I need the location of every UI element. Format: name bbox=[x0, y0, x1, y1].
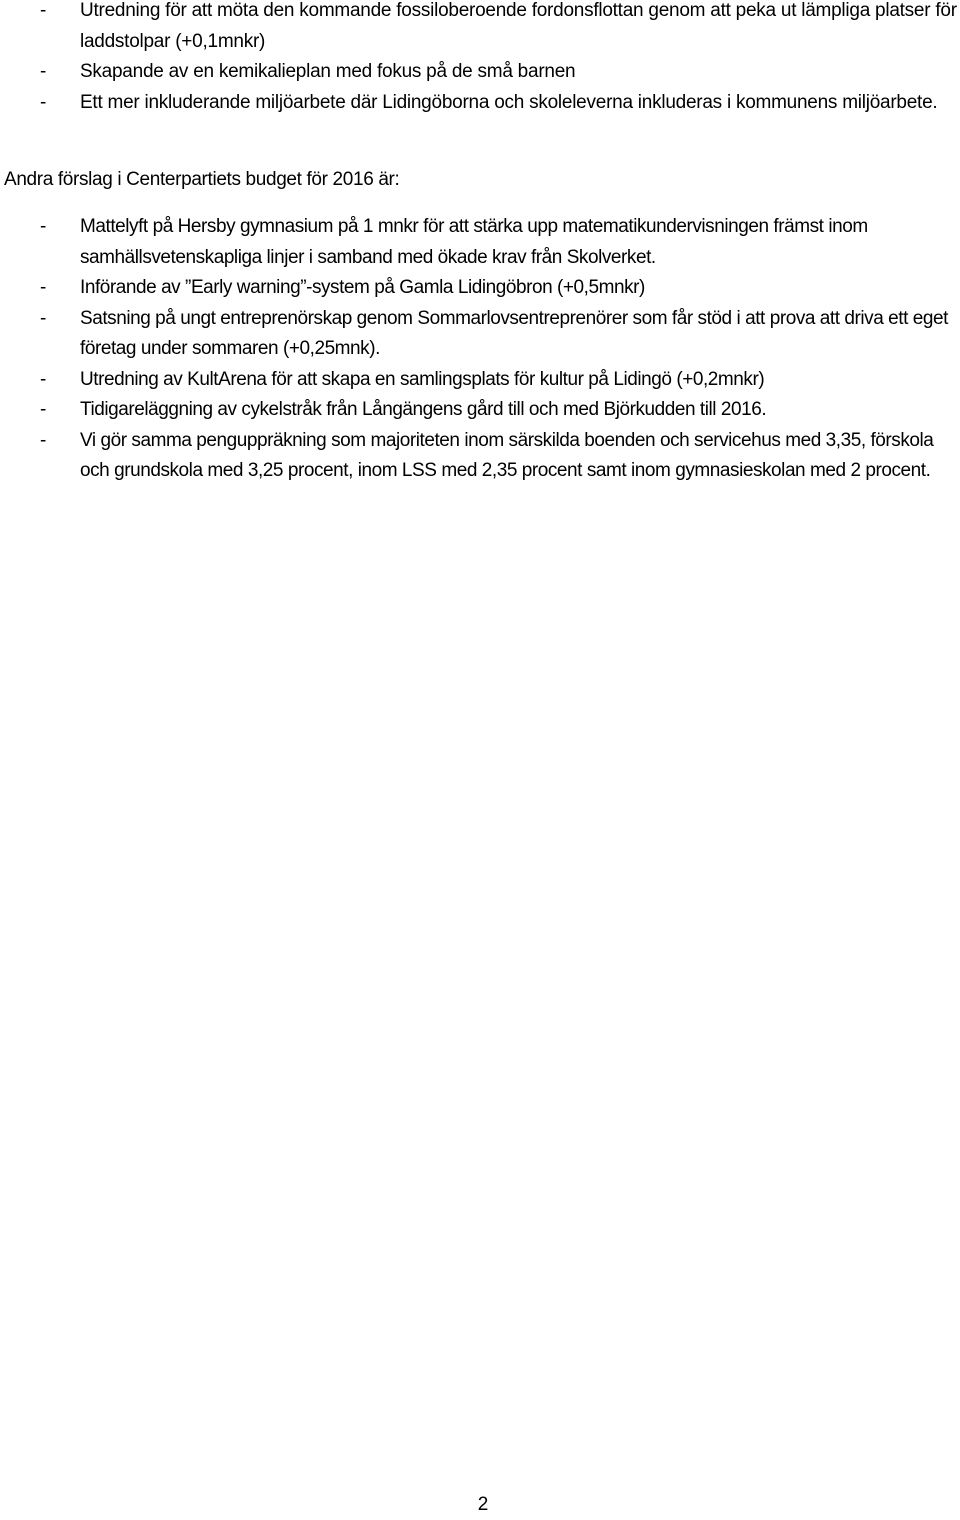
list-item-text: Tidigareläggning av cykelstråk från Långängens gård till och med Björkudden till 2016. bbox=[80, 399, 767, 420]
list-dash: - bbox=[40, 216, 47, 237]
list-item-text: Satsning på ungt entreprenörskap genom Sommarlovsentreprenörer som får stöd i att prova att driva ett eget företag under sommaren (+0,25mnk). bbox=[80, 307, 948, 359]
list-item bbox=[0, 304, 960, 365]
list-item-text: Mattelyft på Hersby gymnasium på 1 mnkr för att stärka upp matematikundervisningen främst inom samhällsvetenskapliga linjer i samband med ökade krav från Skolverket. bbox=[80, 216, 868, 268]
list-dash: - bbox=[40, 277, 47, 298]
list-dash: - bbox=[40, 399, 47, 420]
page-number: 2 bbox=[477, 1494, 489, 1515]
list-dash: - bbox=[40, 368, 47, 390]
list-item bbox=[0, 57, 960, 88]
list-item-text: Utredning för att möta den kommande fossiloberoende fordonsflottan genom att peka ut lämpliga platser för laddstolpar (+0,1mnkr) bbox=[80, 0, 957, 52]
top-bullet-list bbox=[0, 0, 960, 118]
section-heading: Andra förslag i Centerpartiets budget för 2016 är: bbox=[4, 169, 400, 190]
list-item-text: Vi gör samma penguppräkning som majoriteten inom särskilda boenden och servicehus med 3,35, förskola och grundskola med 3,25 procent, inom LSS med 2,35 procent samt inom gymnasieskolan med 2 procent. bbox=[80, 429, 934, 481]
list-item-text: Skapande av en kemikalieplan med fokus på de små barnen bbox=[80, 61, 576, 82]
list-dash: - bbox=[40, 91, 47, 113]
list-item-text: Utredning av KultArena för att skapa en samlingsplats för kultur på Lidingö (+0,2mnkr) bbox=[80, 368, 765, 390]
list-item bbox=[0, 88, 960, 119]
list-item bbox=[0, 365, 960, 396]
budget-proposals-list bbox=[0, 212, 960, 487]
list-dash: - bbox=[40, 307, 47, 329]
list-item-text: Ett mer inkluderande miljöarbete där Lidingöborna och skoleleverna inkluderas i kommunens miljöarbete. bbox=[80, 91, 938, 113]
list-item bbox=[0, 395, 960, 426]
list-dash: - bbox=[40, 61, 47, 82]
list-item-text: Införande av ”Early warning”-system på Gamla Lidingöbron (+0,5mnkr) bbox=[80, 277, 645, 298]
list-item bbox=[0, 212, 960, 273]
list-item bbox=[0, 0, 960, 57]
list-dash: - bbox=[40, 0, 47, 21]
list-item bbox=[0, 426, 960, 487]
list-item bbox=[0, 273, 960, 304]
list-dash: - bbox=[40, 429, 47, 451]
